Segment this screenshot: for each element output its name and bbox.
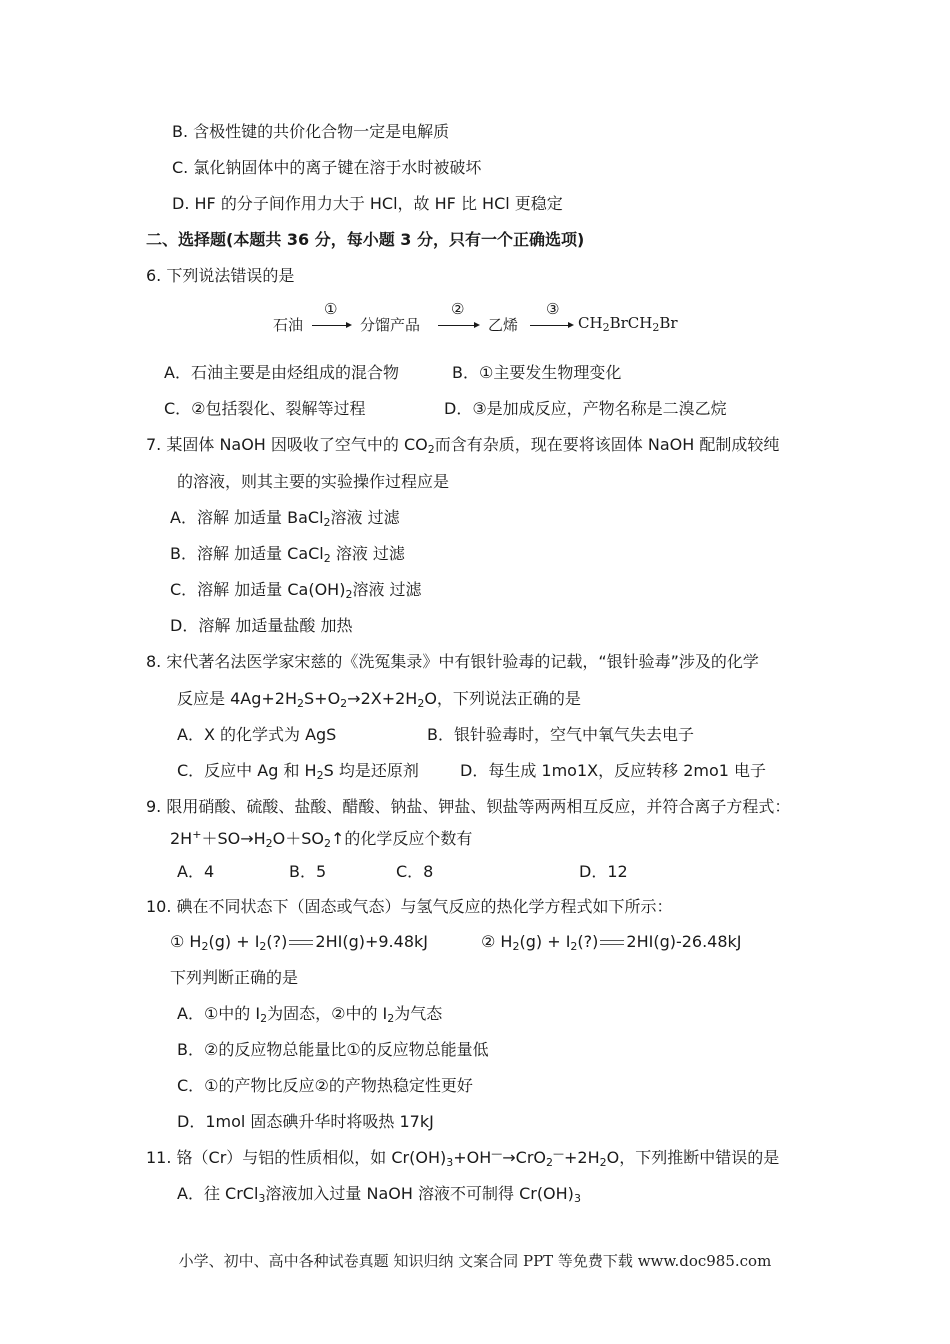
q6-option-a: A．石油主要是由烃组成的混合物 xyxy=(164,363,399,382)
flow-node-product: $CH_2BrCH_2Br$ xyxy=(578,314,678,334)
q6-stem: 6. 下列说法错误的是 xyxy=(146,266,295,285)
flow-step-3: ③ xyxy=(546,300,560,318)
q10-stem-line2: 下列判断正确的是 xyxy=(170,968,299,987)
q10-option-b: B．②的反应物总能量比①的反应物总能量低 xyxy=(177,1040,489,1059)
q8-option-b: B．银针验毒时，空气中氧气失去电子 xyxy=(427,725,694,744)
q5-option-c: C. 氯化钠固体中的离子键在溶于水时被破坏 xyxy=(172,158,482,177)
flow-step-1: ① xyxy=(324,300,338,318)
q8-option-c: C．反应中 Ag 和 $H_2S$ 均是还原剂 xyxy=(177,761,419,782)
q10-option-c: C．①的产物比反应②的产物热稳定性更好 xyxy=(177,1076,473,1095)
q6-flow-diagram xyxy=(270,300,690,340)
q8-stem: 8. 宋代著名法医学家宋慈的《洗冤集录》中有银针验毒的记载，“银针验毒”涉及的化学 xyxy=(146,652,759,671)
q9-option-a: A．4 xyxy=(177,862,215,881)
q10-option-a: A．①中的 $I_2$为固态，②中的 $I_2$为气态 xyxy=(177,1004,443,1025)
q7-stem: 7. 某固体 NaOH 因吸收了空气中的 $CO_2$而含有杂质，现在要将该固体 NaOH 配制成较纯 xyxy=(146,435,780,456)
q9-stem: 9. 限用硝酸、硫酸、盐酸、醋酸、钠盐、钾盐、钡盐等两两相互反应，并符合离子方程式： xyxy=(146,797,791,816)
q11-stem: 11. 铬（Cr）与铝的性质相似，如 $Cr(OH)_3+OH^—\to CrO_2^—+2H_2O$，下列推断中错误的是 xyxy=(146,1147,780,1169)
q5-option-b: B. 含极性键的共价化合物一定是电解质 xyxy=(172,122,450,141)
q8-stem-line2: 反应是 $4Ag+2H_2S+O_2\to 2X+2H_2O$，下列说法正确的是 xyxy=(177,689,581,710)
equilibrium-arrow-icon xyxy=(289,940,313,946)
flow-node-ethylene: 乙烯 xyxy=(488,316,519,334)
q5-option-d: D. HF 的分子间作用力大于 HCl，故 HF 比 HCl 更稳定 xyxy=(172,194,563,213)
flow-arrow-3 xyxy=(530,325,572,326)
q10-equation-2: ② $H_2(g)$ + $I_2(?)$ 2HI(g)-26.48kJ xyxy=(481,932,742,953)
q9-option-b: B．5 xyxy=(289,862,327,881)
q7-stem-line2: 的溶液，则其主要的实验操作过程应是 xyxy=(177,472,450,491)
flow-arrow-2 xyxy=(438,325,478,326)
q9-stem-line2: $2H^++SO\to H_2O+SO_2↑$的化学反应个数有 xyxy=(170,828,473,850)
q7-option-b: B．溶解 加适量 CaCl$_2$ 溶液 过滤 xyxy=(170,544,405,565)
flow-node-fraction: 分馏产品 xyxy=(360,316,421,334)
flow-step-2: ② xyxy=(451,300,465,318)
flow-arrow-1 xyxy=(312,325,350,326)
q6-option-d: D．③是加成反应，产物名称是二溴乙烷 xyxy=(444,399,727,418)
q8-option-d: D．每生成 1mo1X，反应转移 2mo1 电子 xyxy=(460,761,767,780)
q7-option-a: A．溶解 加适量 BaCl$_2$溶液 过滤 xyxy=(170,508,400,529)
q6-option-b: B．①主要发生物理变化 xyxy=(452,363,622,382)
flow-node-petroleum: 石油 xyxy=(273,316,304,334)
q7-option-c: C．溶解 加适量 $Ca(OH)_2$溶液 过滤 xyxy=(170,580,422,601)
equilibrium-arrow-icon xyxy=(600,940,624,946)
q7-option-d: D．溶解 加适量盐酸 加热 xyxy=(170,616,353,635)
q9-option-c: C．8 xyxy=(396,862,434,881)
q10-stem: 10. 碘在不同状态下（固态或气态）与氢气反应的热化学方程式如下所示： xyxy=(146,897,673,916)
q8-option-a: A．X 的化学式为 AgS xyxy=(177,725,337,744)
q10-equation-1: ① $H_2(g)$ + $I_2(?)$ 2HI(g)+9.48kJ xyxy=(170,932,428,953)
section2-heading: 二、选择题(本题共 36 分，每小题 3 分，只有一个正确选项) xyxy=(146,230,585,249)
q6-option-c: C．②包括裂化、裂解等过程 xyxy=(164,399,366,418)
q11-option-a: A．往 CrCl$_3$溶液加入过量 NaOH 溶液不可制得 $Cr(OH)_3$ xyxy=(177,1184,581,1205)
page-footer: 小学、初中、高中各种试卷真题 知识归纳 文案合同 PPT 等免费下载 www.doc985.com xyxy=(178,1252,772,1270)
q10-option-d: D．1mol 固态碘升华时将吸热 17kJ xyxy=(177,1112,434,1131)
q9-option-d: D．12 xyxy=(579,862,628,881)
